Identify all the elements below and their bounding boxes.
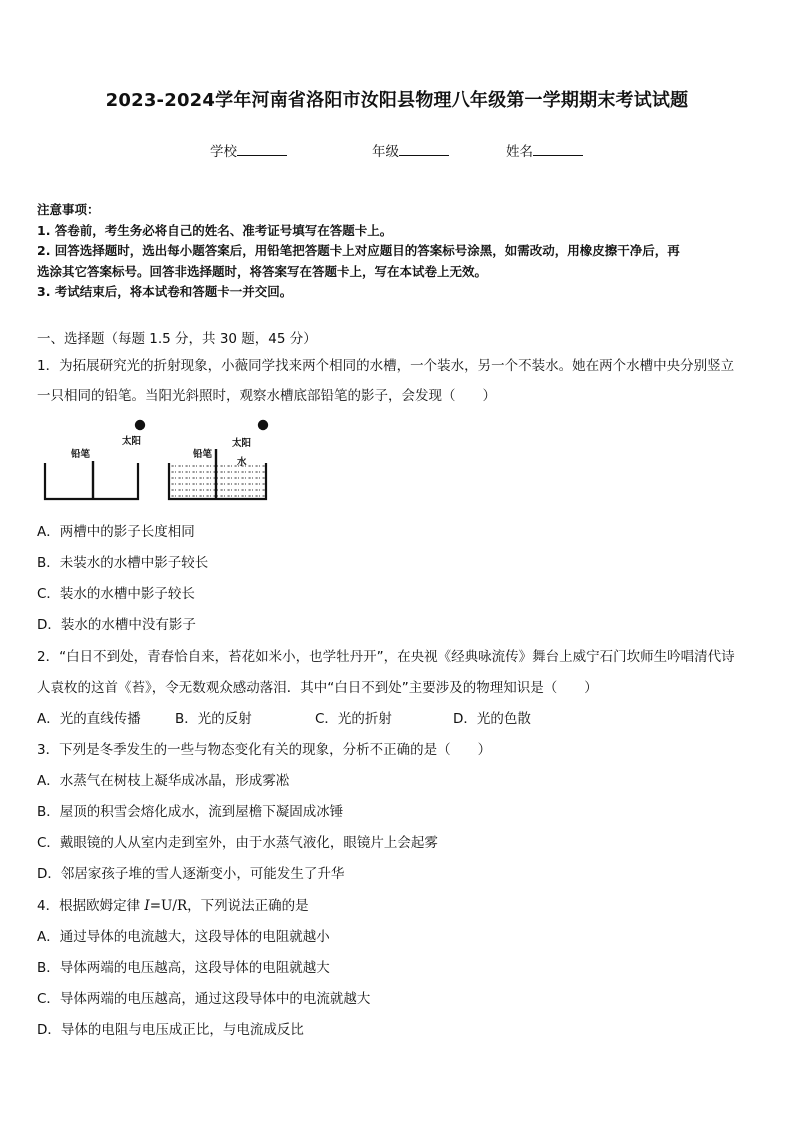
notes-item: 2. 回答选择题时，选出每小题答案后，用铅笔把答题卡上对应题目的答案标号涂黑，如需改动，用橡皮擦干净后，再 <box>37 243 680 258</box>
name-field <box>506 140 583 160</box>
school-field <box>210 140 287 160</box>
exam-title: 2023-2024学年河南省洛阳市汝阳县物理八年级第一学期期末考试试题 <box>105 90 689 111</box>
q1-line2: 一只相同的铅笔。当阳光斜照时，观察水槽底部铅笔的影子，会发现（ ） <box>37 388 496 404</box>
grade-label: 年级 <box>372 144 399 160</box>
q1-option-b: B．未装水的水槽中影子较长 <box>37 555 209 571</box>
q2-option-c: C．光的折射 <box>315 711 392 727</box>
q2-option-b: B．光的反射 <box>175 711 252 727</box>
water-label: 水 <box>237 457 247 468</box>
q2-option-d: D．光的色散 <box>453 711 531 727</box>
school-blank[interactable] <box>237 141 287 156</box>
sun-icon-right <box>258 420 268 430</box>
q4-formula-i: I <box>144 898 150 914</box>
q1-option-a: A．两槽中的影子长度相同 <box>37 524 195 540</box>
pencil-label-right: 铅笔 <box>193 449 213 460</box>
name-blank[interactable] <box>533 141 583 156</box>
grade-field <box>372 140 449 160</box>
q1-option-c: C．装水的水槽中影子较长 <box>37 586 195 602</box>
notes-heading: 注意事项： <box>37 202 100 217</box>
q4-formula-rest: =U/R <box>149 898 188 914</box>
q4-option-b: B．导体两端的电压越高，这段导体的电阻就越大 <box>37 960 330 976</box>
water-tank <box>169 420 268 499</box>
name-label: 姓名 <box>506 144 533 160</box>
q2-line1: 2．“白日不到处，青春恰自来，苔花如米小，也学牡丹开”，在央视《经典咏流传》舞台上威宁石门坎师生吟唱清代诗 <box>37 649 735 665</box>
q3-option-d: D．邻居家孩子堆的雪人逐渐变小，可能发生了升华 <box>37 866 345 882</box>
q1-figure <box>38 415 278 505</box>
sun-icon-left <box>135 420 145 430</box>
q1-option-d: D．装水的水槽中没有影子 <box>37 617 196 633</box>
notes-item: 3. 考试结束后，将本试卷和答题卡一并交回。 <box>37 284 293 299</box>
school-label: 学校 <box>210 144 237 160</box>
sun-label-right: 太阳 <box>232 438 252 449</box>
notes-item: 1. 答卷前，考生务必将自己的姓名、准考证号填写在答题卡上。 <box>37 222 393 238</box>
notes-item: 选涂其它答案标号。回答非选择题时，将答案写在答题卡上，写在本试卷上无效。 <box>37 263 488 279</box>
q4-option-a: A．通过导体的电流越大，这段导体的电阻就越小 <box>37 929 330 945</box>
q3-stem: 3．下列是冬季发生的一些与物态变化有关的现象，分析不正确的是（ ） <box>37 742 492 758</box>
q1-line1: 1．为拓展研究光的折射现象，小薇同学找来两个相同的水槽，一个装水，另一个不装水。她在两个水槽中央分别竖立 <box>37 358 735 374</box>
q4-stem <box>37 894 309 914</box>
q4-option-d: D．导体的电阻与电压成正比，与电流成反比 <box>37 1022 304 1038</box>
q3-option-c: C．戴眼镜的人从室内走到室外，由于水蒸气液化，眼镜片上会起雾 <box>37 835 438 851</box>
water-fill <box>169 464 266 499</box>
q4-option-c: C．导体两端的电压越高，通过这段导体中的电流就越大 <box>37 991 371 1007</box>
q3-option-b: B．屋顶的积雪会熔化成水，流到屋檐下凝固成冰锤 <box>37 804 344 820</box>
section-heading: 一、选择题（每题 1.5 分，共 30 题，45 分） <box>37 331 317 347</box>
grade-blank[interactable] <box>399 141 449 156</box>
q2-option-a: A．光的直线传播 <box>37 711 141 727</box>
empty-tank <box>45 420 145 499</box>
pencil-label-left: 铅笔 <box>71 449 91 460</box>
q2-line2: 人袁枚的这首《苔》，令无数观众感动落泪．其中“白日不到处”主要涉及的物理知识是（ ） <box>37 680 598 696</box>
sun-label-left: 太阳 <box>122 436 142 447</box>
q4-stem-suffix: ，下列说法正确的是 <box>187 898 309 914</box>
q4-stem-prefix: 4．根据欧姆定律 <box>37 898 145 914</box>
q3-option-a: A．水蒸气在树枝上凝华成冰晶，形成雾凇 <box>37 773 290 789</box>
notes-block <box>37 200 680 303</box>
